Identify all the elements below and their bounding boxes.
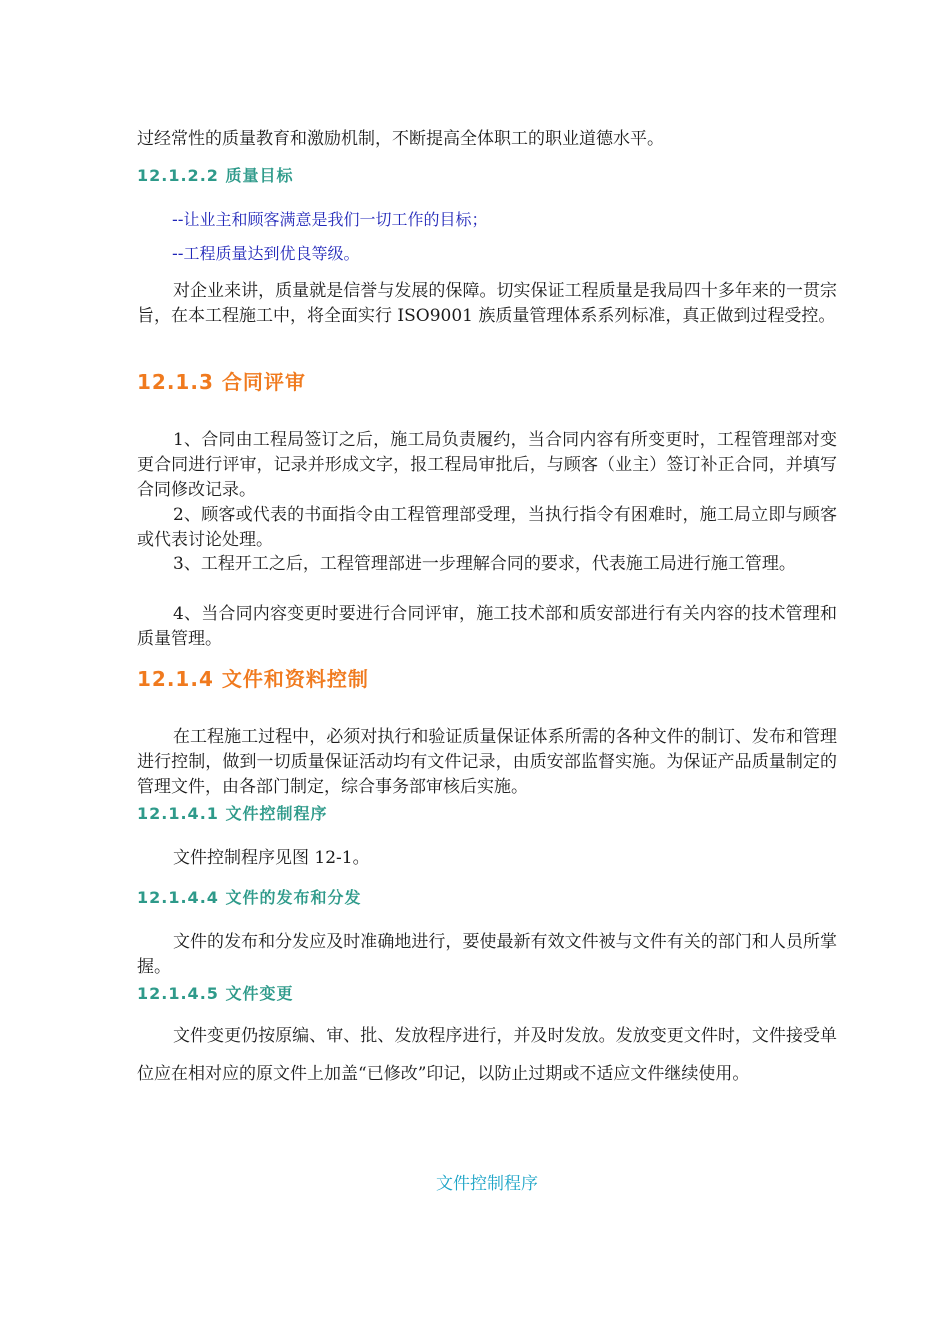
contract-item-4: 4、当合同内容变更时要进行合同评审，施工技术部和质安部进行有关内容的技术管理和质量管理。 <box>137 604 837 649</box>
paragraph-document-change: 文件变更仍按原编、审、批、发放程序进行，并及时发放。发放变更文件时，文件接受单位应在相对应的原文件上加盖“已修改”印记，以防止过期或不适应文件继续使用。 <box>137 1026 837 1084</box>
heading-document-change: 12.1.4.5 文件变更 <box>137 984 294 1003</box>
paragraph-document-issue: 文件的发布和分发应及时准确地进行，要使最新有效文件被与文件有关的部门和人员所掌握。 <box>137 932 837 977</box>
heading-document-issue: 12.1.4.4 文件的发布和分发 <box>137 888 362 907</box>
contract-item-2: 2、顾客或代表的书面指令由工程管理部受理，当执行指令有困难时，施工局立即与顾客或代表讨论处理。 <box>137 505 837 550</box>
contract-item-1: 1、合同由工程局签订之后，施工局负责履约，当合同内容有所变更时，工程管理部对变更合同进行评审，记录并形成文字，报工程局审批后，与顾客（业主）签订补正合同，并填写合同修改记录。 <box>137 430 837 500</box>
goal-item-2: --工程质量达到优良等级。 <box>172 244 360 263</box>
goal-item-1: --让业主和顾客满意是我们一切工作的目标； <box>172 210 488 229</box>
paragraph-continuation: 过经常性的质量教育和激励机制，不断提高全体职工的职业道德水平。 <box>137 129 664 149</box>
contract-item-3: 3、工程开工之后，工程管理部进一步理解合同的要求，代表施工局进行施工管理。 <box>173 554 796 574</box>
paragraph-quality-commitment: 对企业来讲，质量就是信誉与发展的保障。切实保证工程质量是我局四十多年来的一贯宗旨，在本工程施工中，将全面实行 ISO9001 族质量管理体系系列标准，真正做到过程受控。 <box>137 281 837 326</box>
heading-contract-review: 12.1.3 合同评审 <box>137 370 306 394</box>
heading-document-control: 12.1.4 文件和资料控制 <box>137 667 369 691</box>
paragraph-document-control: 在工程施工过程中，必须对执行和验证质量保证体系所需的各种文件的制订、发布和管理进行控制，做到一切质量保证活动均有文件记录，由质安部监督实施。为保证产品质量制定的管理文件，由各部门制定，综合事务部审核后实施。 <box>137 727 837 797</box>
figure-caption: 文件控制程序 <box>436 1174 538 1194</box>
heading-quality-goals: 12.1.2.2 质量目标 <box>137 166 294 185</box>
heading-document-control-procedure: 12.1.4.1 文件控制程序 <box>137 804 328 823</box>
paragraph-procedure-reference: 文件控制程序见图 12-1。 <box>173 848 370 868</box>
